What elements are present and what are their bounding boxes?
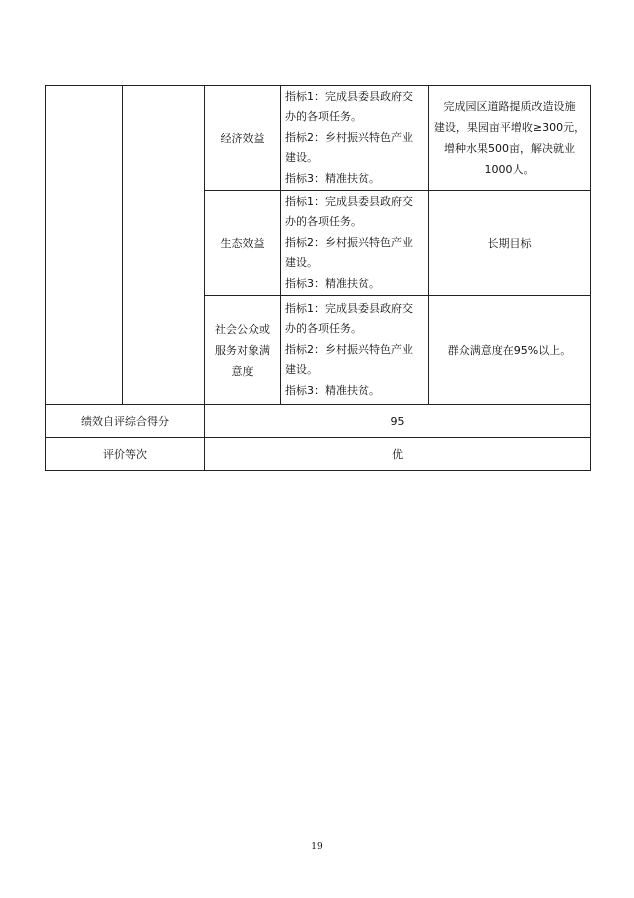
value-line: 建设，果园亩平增收≥300元， [433, 121, 586, 134]
sub-indicator-label: 生态效益 [220, 236, 265, 250]
sub-indicator-line: 意度 [231, 364, 254, 378]
score-label: 绩效自评综合得分 [46, 405, 205, 438]
indicator-cell [281, 191, 429, 296]
indicator-line: 办的各项任务。 [285, 110, 362, 124]
value-line: 1000人。 [484, 163, 535, 176]
indicator-cell [281, 296, 429, 405]
grade-value: 优 [205, 438, 591, 471]
indicator-line: 建设。 [285, 256, 318, 270]
value-cell [429, 86, 591, 191]
indicator-line: 指标2：乡村振兴特色产业 [285, 342, 413, 356]
indicator-line: 指标2：乡村振兴特色产业 [285, 130, 413, 144]
sub-indicator-line: 社会公众或 [215, 322, 270, 336]
indicator-line: 建设。 [285, 363, 318, 377]
value-cell [429, 191, 591, 296]
value-line: 群众满意度在95%以上。 [447, 343, 572, 357]
performance-table [45, 85, 591, 471]
indicator-line: 建设。 [285, 151, 318, 165]
indicator-line: 指标3：精准扶贫。 [285, 383, 380, 397]
sub-indicator-cell [205, 296, 281, 405]
blank-cell-level2 [123, 86, 205, 405]
indicator-line: 指标1：完成县委县政府交 [285, 194, 413, 208]
grade-label: 评价等次 [46, 438, 205, 471]
value-line: 完成园区道路提质改造设施 [443, 100, 576, 113]
sub-indicator-line: 服务对象满 [215, 343, 270, 357]
sub-indicator-cell [205, 191, 281, 296]
page-number: 19 [311, 842, 323, 852]
indicator-line: 办的各项任务。 [285, 215, 362, 229]
table-row [46, 86, 591, 191]
grade-row [46, 438, 591, 471]
score-value: 95 [205, 405, 591, 438]
indicator-line: 办的各项任务。 [285, 322, 362, 336]
value-line: 增种水果500亩，解决就业 [444, 142, 575, 155]
score-row [46, 405, 591, 438]
value-cell [429, 296, 591, 405]
sub-indicator-cell [205, 86, 281, 191]
sub-indicator-label: 经济效益 [220, 131, 265, 145]
blank-cell-level1 [46, 86, 123, 405]
indicator-line: 指标3：精准扶贫。 [285, 276, 380, 290]
indicator-cell [281, 86, 429, 191]
indicator-line: 指标2：乡村振兴特色产业 [285, 235, 413, 249]
indicator-line: 指标1：完成县委县政府交 [285, 89, 413, 103]
value-line: 长期目标 [487, 236, 532, 250]
indicator-line: 指标3：精准扶贫。 [285, 171, 380, 185]
indicator-line: 指标1：完成县委县政府交 [285, 301, 413, 315]
